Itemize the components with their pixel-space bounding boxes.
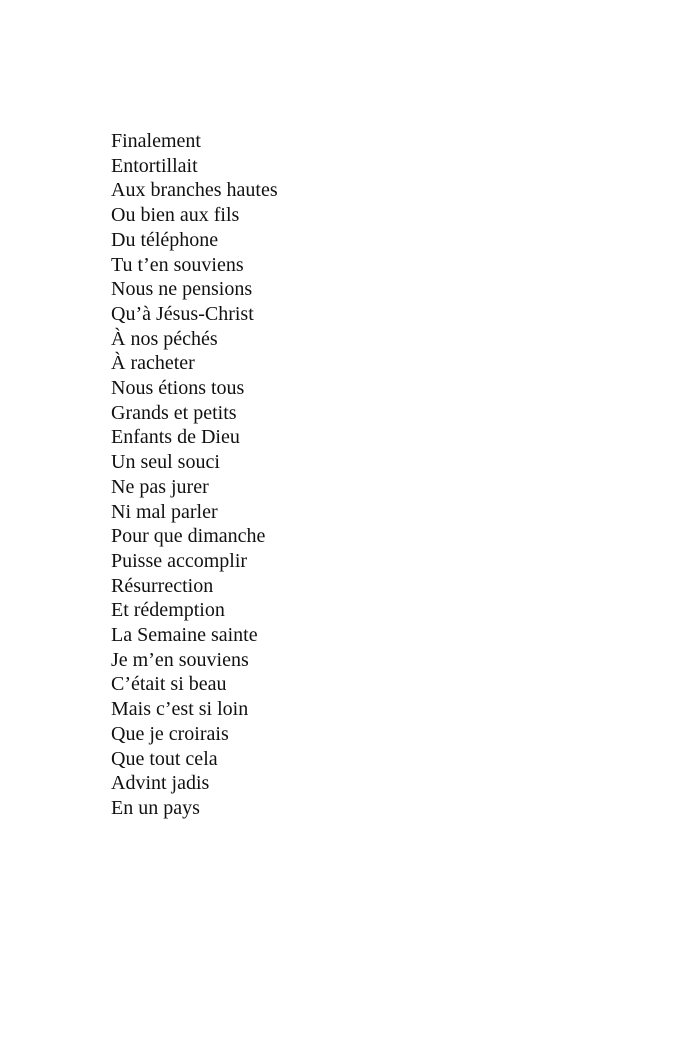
poem-line: C’était si beau [111,673,227,696]
poem-line: Finalement [111,130,201,152]
poem-line: Pour que dimanche [111,525,266,548]
poem-line: Que je croirais [111,722,229,745]
poem-line: Et rédemption [111,599,225,622]
poem-line: Nous ne pensions [111,278,253,301]
poem-line: Ne pas jurer [111,475,209,498]
poem-line: Puisse accomplir [111,549,248,572]
poem-line: La Semaine sainte [111,624,258,647]
poem-text [111,129,278,821]
poem-line: Entortillait [111,154,198,177]
poem-line: Un seul souci [111,451,220,474]
poem-line: En un pays [111,796,200,819]
poem-line: Aux branches hautes [111,179,278,202]
poem-line: Advint jadis [111,772,210,795]
poem-line: Qu’à Jésus-Christ [111,302,254,325]
poem-line: Tu t’en souviens [111,253,244,276]
poem-line: Nous étions tous [111,377,245,400]
poem-line: Du téléphone [111,228,219,251]
poem-line: Mais c’est si loin [111,698,249,721]
poem-line: Ou bien aux fils [111,204,240,227]
poem-line: Enfants de Dieu [111,426,240,449]
poem-line: Je m’en souviens [111,648,249,671]
poem-line: Ni mal parler [111,500,218,523]
poem-line: Que tout cela [111,747,218,770]
poem-line: À racheter [111,352,195,375]
poem-line: Résurrection [111,574,214,597]
poem-line: À nos péchés [111,327,218,350]
poem-line: Grands et petits [111,401,237,424]
